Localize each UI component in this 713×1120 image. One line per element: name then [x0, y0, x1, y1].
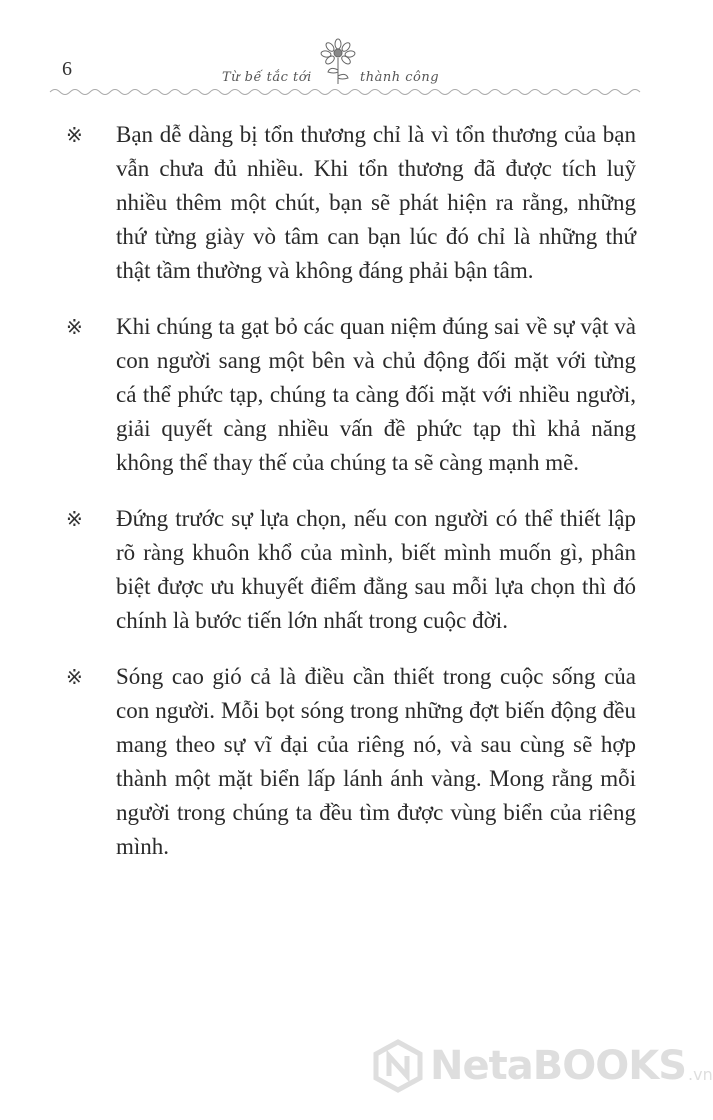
- wavy-divider: [50, 86, 640, 98]
- watermark-domain: .vn: [688, 1064, 713, 1084]
- reference-mark-icon: ※: [66, 507, 83, 531]
- page-number: 6: [62, 58, 72, 80]
- running-title-right: thành công: [360, 70, 440, 85]
- running-header: [0, 40, 700, 100]
- item-text: Khi chúng ta gạt bỏ các quan niệm đúng sai về sự vật và con người sang một bên và chủ động đối mặt với từng cá thể phức tạp, chúng ta càng đối mặt với nhiều người, giải quyết càng nhiều vấn đề phức tạp thì khả năng không thể thay thế của chúng ta sẽ càng mạnh mẽ.: [116, 314, 636, 475]
- watermark-brand: NetaBOOKS: [430, 1043, 687, 1089]
- page-content: [66, 118, 636, 886]
- list-item: [66, 118, 636, 288]
- daisy-flower-icon: [310, 40, 366, 88]
- item-text: Bạn dễ dàng bị tổn thương chỉ là vì tổn thương của bạn vẫn chưa đủ nhiều. Khi tổn thương đã được tích luỹ nhiều thêm một chút, bạn sẽ phát hiện ra rằng, những thứ từng giày vò tâm can bạn lúc đó chỉ là những thứ thật tầm thường và không đáng phải bận tâm.: [116, 122, 636, 283]
- list-item: [66, 310, 636, 480]
- reference-mark-icon: ※: [66, 665, 83, 689]
- netabooks-logo-icon: [372, 1040, 424, 1092]
- reference-mark-icon: ※: [66, 315, 83, 339]
- running-title-left: Từ bế tắc tới: [222, 70, 312, 85]
- item-text: Đứng trước sự lựa chọn, nếu con người có thể thiết lập rõ ràng khuôn khổ của mình, biết mình muốn gì, phân biệt được ưu khuyết điểm đằng sau mỗi lựa chọn thì đó chính là bước tiến lớn nhất trong cuộc đời.: [116, 506, 636, 633]
- list-item: [66, 660, 636, 864]
- item-text: Sóng cao gió cả là điều cần thiết trong cuộc sống của con người. Mỗi bọt sóng trong những đợt biến động đều mang theo sự vĩ đại của riêng nó, và sau cùng sẽ hợp thành một mặt biển lấp lánh ánh vàng. Mong rằng mỗi người trong chúng ta đều tìm được vùng biển của riêng mình.: [116, 664, 636, 859]
- reference-mark-icon: ※: [66, 123, 83, 147]
- list-item: [66, 502, 636, 638]
- watermark: [372, 1040, 713, 1092]
